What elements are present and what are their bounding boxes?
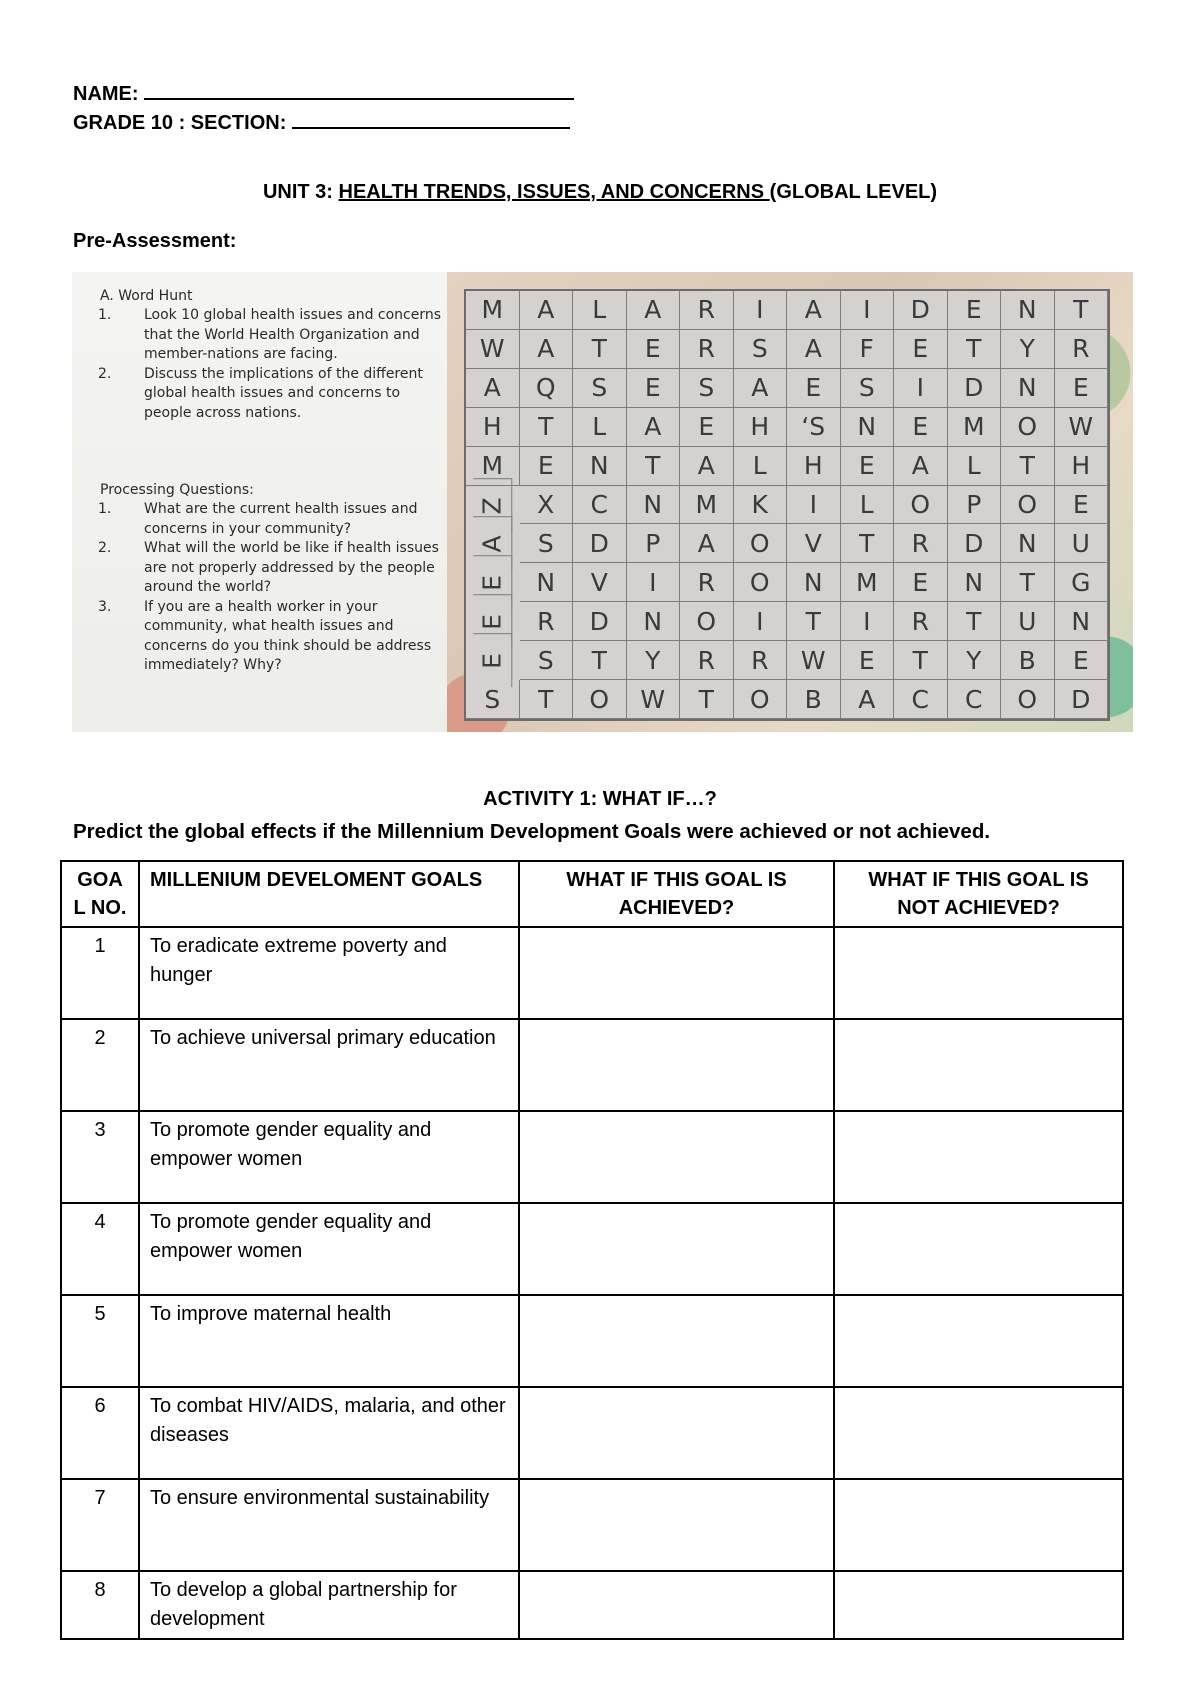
name-blank[interactable] xyxy=(144,78,574,100)
grid-letter: Y xyxy=(1001,330,1055,369)
grid-letter: A xyxy=(680,524,734,563)
col-goal: MILLENIUM DEVELOMENT GOALS xyxy=(139,861,519,927)
name-line xyxy=(73,78,574,106)
grid-letter: A xyxy=(520,330,574,369)
word-hunt-item: 1. Look 10 global health issues and concerns that the World Health Organization and member-nations are facing. xyxy=(98,307,442,362)
grid-letter: R xyxy=(734,641,788,680)
grid-letter: K xyxy=(734,486,788,525)
grid-letter: E xyxy=(894,408,948,447)
grid-letter: R xyxy=(680,291,734,330)
grid-letter: D xyxy=(573,524,627,563)
grid-letter: D xyxy=(573,602,627,641)
pre-assessment-title: Pre-Assessment: xyxy=(73,230,237,252)
grid-letter: A xyxy=(787,330,841,369)
grid-letter: V xyxy=(787,524,841,563)
grid-letter: B xyxy=(787,680,841,719)
processing-item: 3. If you are a health worker in your community, what health issues and concerns do you think should be address immediately? Why? xyxy=(98,598,432,673)
grid-letter: E xyxy=(894,563,948,602)
processing-heading: Processing Questions: xyxy=(100,482,254,498)
grid-letter: ‘S xyxy=(787,408,841,447)
grid-letter: P xyxy=(948,486,1002,525)
grid-letter: O xyxy=(894,486,948,525)
goal-number-cell: 7 xyxy=(61,1479,139,1571)
grid-letter: T xyxy=(1055,291,1109,330)
grid-letter: L xyxy=(948,447,1002,486)
goal-text-cell: To combat HIV/AIDS, malaria, and other diseases xyxy=(139,1387,519,1479)
achieved-answer-cell[interactable] xyxy=(519,1295,834,1387)
grid-letter: S xyxy=(734,330,788,369)
grid-letter: S xyxy=(520,641,574,680)
grid-letter: E xyxy=(841,447,895,486)
grid-letter: S xyxy=(841,369,895,408)
col-achieved: WHAT IF THIS GOAL IS ACHIEVED? xyxy=(519,861,834,927)
word-hunt-heading: A. Word Hunt xyxy=(100,288,193,304)
grid-letter: N xyxy=(787,563,841,602)
achieved-answer-cell[interactable] xyxy=(519,1387,834,1479)
grid-letter: T xyxy=(573,641,627,680)
grid-letter: R xyxy=(894,524,948,563)
grid-letter: E xyxy=(1055,369,1109,408)
grid-letter: N xyxy=(948,563,1002,602)
grid-letter: A xyxy=(627,408,681,447)
goal-text-cell: To promote gender equality and empower women xyxy=(139,1203,519,1295)
unit-title xyxy=(0,181,1200,204)
grid-letter: N xyxy=(1001,369,1055,408)
grid-letter: T xyxy=(627,447,681,486)
grid-letter: R xyxy=(894,602,948,641)
grid-letter: U xyxy=(1055,524,1109,563)
grid-letter: E xyxy=(627,330,681,369)
grid-letter: I xyxy=(734,291,788,330)
goal-number-cell: 1 xyxy=(61,927,139,1019)
grid-letter: R xyxy=(520,602,574,641)
grid-letter: E xyxy=(1055,486,1109,525)
grid-letter: Z xyxy=(473,478,512,532)
grid-letter: C xyxy=(948,680,1002,719)
grid-letter: G xyxy=(1055,563,1109,602)
grid-letter: N xyxy=(573,447,627,486)
mdg-table xyxy=(60,860,1124,1640)
grade-section-label: GRADE 10 : SECTION: xyxy=(73,112,287,134)
grid-letter: Q xyxy=(520,369,574,408)
grid-letter: O xyxy=(734,680,788,719)
grid-letter: L xyxy=(734,447,788,486)
grid-letter: A xyxy=(473,517,512,571)
table-row xyxy=(61,927,1123,1019)
grid-letter: A xyxy=(841,680,895,719)
not-achieved-answer-cell[interactable] xyxy=(834,1203,1123,1295)
grid-letter: D xyxy=(1055,680,1109,719)
processing-item: 1. What are the current health issues and concerns in your community? xyxy=(98,501,418,537)
grid-letter: T xyxy=(894,641,948,680)
grid-letter: A xyxy=(734,369,788,408)
not-achieved-answer-cell[interactable] xyxy=(834,1295,1123,1387)
grid-letter: A xyxy=(627,291,681,330)
achieved-answer-cell[interactable] xyxy=(519,1571,834,1639)
grid-letter: M xyxy=(841,563,895,602)
grid-letter: T xyxy=(573,330,627,369)
grid-letter: N xyxy=(627,486,681,525)
grid-letter: E xyxy=(473,634,512,688)
word-hunt-grid xyxy=(464,289,1110,721)
table-row xyxy=(61,1387,1123,1479)
grid-letter: S xyxy=(680,369,734,408)
grid-letter: H xyxy=(734,408,788,447)
goal-number-cell: 8 xyxy=(61,1571,139,1639)
grid-letter: O xyxy=(1001,486,1055,525)
word-hunt-photo xyxy=(447,272,1133,732)
table-row xyxy=(61,1203,1123,1295)
grid-letter: I xyxy=(787,486,841,525)
grid-letter: N xyxy=(1055,602,1109,641)
grid-letter: E xyxy=(1055,641,1109,680)
grid-letter: S xyxy=(520,524,574,563)
grid-letter: T xyxy=(787,602,841,641)
unit-topic: HEALTH TRENDS, ISSUES, AND CONCERNS xyxy=(338,181,770,203)
grid-letter: U xyxy=(1001,602,1055,641)
goal-number-cell: 2 xyxy=(61,1019,139,1111)
word-hunt-instructions xyxy=(72,272,447,732)
achieved-answer-cell[interactable] xyxy=(519,927,834,1019)
grid-letter: O xyxy=(1001,408,1055,447)
achieved-answer-cell[interactable] xyxy=(519,1111,834,1203)
grid-letter: T xyxy=(520,680,574,719)
grid-letter: Y xyxy=(948,641,1002,680)
grid-letter: W xyxy=(627,680,681,719)
grid-letter: I xyxy=(841,291,895,330)
grid-letter: O xyxy=(734,524,788,563)
col-not-achieved: WHAT IF THIS GOAL IS NOT ACHIEVED? xyxy=(834,861,1123,927)
grid-letter: D xyxy=(894,291,948,330)
grid-letter: B xyxy=(1001,641,1055,680)
grid-letter: L xyxy=(573,291,627,330)
grid-letter: M xyxy=(948,408,1002,447)
goal-text-cell: To develop a global partnership for development xyxy=(139,1571,519,1639)
achieved-answer-cell[interactable] xyxy=(519,1019,834,1111)
grid-letter: F xyxy=(841,330,895,369)
grid-letter: D xyxy=(948,524,1002,563)
grid-letter: R xyxy=(680,563,734,602)
grid-letter: L xyxy=(573,408,627,447)
grid-letter: N xyxy=(627,602,681,641)
grid-letter: T xyxy=(948,330,1002,369)
grid-letter: T xyxy=(948,602,1002,641)
grid-letter: E xyxy=(627,369,681,408)
not-achieved-answer-cell[interactable] xyxy=(834,1111,1123,1203)
grid-letter: H xyxy=(466,408,520,447)
grid-letter: Y xyxy=(627,641,681,680)
table-body xyxy=(61,927,1123,1639)
grid-letter: D xyxy=(948,369,1002,408)
grid-letter: I xyxy=(894,369,948,408)
grid-letter: I xyxy=(841,602,895,641)
achieved-answer-cell[interactable] xyxy=(519,1203,834,1295)
grid-letter: E xyxy=(787,369,841,408)
grid-letter: E xyxy=(894,330,948,369)
grid-letter: H xyxy=(787,447,841,486)
grid-letter: I xyxy=(734,602,788,641)
goal-text-cell: To eradicate extreme poverty and hunger xyxy=(139,927,519,1019)
grid-letter: E xyxy=(841,641,895,680)
grid-letter: S xyxy=(573,369,627,408)
activity-instruction: Predict the global effects if the Millennium Development Goals were achieved or not achieved. xyxy=(73,820,991,843)
grid-letter: V xyxy=(573,563,627,602)
grid-letter: O xyxy=(573,680,627,719)
grid-letter: C xyxy=(894,680,948,719)
grid-letter: A xyxy=(894,447,948,486)
table-row xyxy=(61,1295,1123,1387)
unit-prefix: UNIT 3: xyxy=(262,181,333,203)
grid-letter: C xyxy=(573,486,627,525)
goal-text-cell: To promote gender equality and empower women xyxy=(139,1111,519,1203)
achieved-answer-cell[interactable] xyxy=(519,1479,834,1571)
table-row xyxy=(61,1479,1123,1571)
grid-letter: R xyxy=(1055,330,1109,369)
grid-letter: W xyxy=(1055,408,1109,447)
table-row xyxy=(61,1571,1123,1639)
grid-letter: E xyxy=(948,291,1002,330)
name-label: NAME: xyxy=(73,83,139,105)
grid-letter: O xyxy=(1001,680,1055,719)
grid-letter: A xyxy=(466,369,520,408)
grid-letter: R xyxy=(680,330,734,369)
activity-title: ACTIVITY 1: WHAT IF…? xyxy=(483,788,717,810)
table-row xyxy=(61,1019,1123,1111)
goal-text-cell: To improve maternal health xyxy=(139,1295,519,1387)
goal-number-cell: 5 xyxy=(61,1295,139,1387)
grid-letter: P xyxy=(627,524,681,563)
goal-number-cell: 4 xyxy=(61,1203,139,1295)
grid-letter: W xyxy=(787,641,841,680)
grid-letter: R xyxy=(680,641,734,680)
grade-section-line xyxy=(73,107,570,135)
grid-letter: T xyxy=(1001,447,1055,486)
not-achieved-answer-cell[interactable] xyxy=(834,1571,1123,1639)
grid-letter: W xyxy=(466,330,520,369)
processing-list xyxy=(98,500,448,676)
table-header-row xyxy=(61,861,1123,927)
grid-letter: X xyxy=(520,486,574,525)
goal-text-cell: To achieve universal primary education xyxy=(139,1019,519,1111)
grid-letter: N xyxy=(841,408,895,447)
grid-letter: M xyxy=(466,291,520,330)
grid-letter: H xyxy=(1055,447,1109,486)
grid-letter: E xyxy=(680,408,734,447)
goal-number-cell: 3 xyxy=(61,1111,139,1203)
not-achieved-answer-cell[interactable] xyxy=(834,1019,1123,1111)
grid-letter: E xyxy=(473,595,512,649)
grid-letter: A xyxy=(787,291,841,330)
grid-letter: M xyxy=(680,486,734,525)
grid-letter: N xyxy=(1001,524,1055,563)
grid-letter: M xyxy=(466,447,520,486)
grid-letter: I xyxy=(627,563,681,602)
grid-letter: T xyxy=(841,524,895,563)
grid-letter: O xyxy=(734,563,788,602)
grid-letter: N xyxy=(1001,291,1055,330)
grid-letter: N xyxy=(520,563,574,602)
goal-number-cell: 6 xyxy=(61,1387,139,1479)
grid-letter: T xyxy=(520,408,574,447)
processing-item: 2. What will the world be like if health issues are not properly addressed by the people around the world? xyxy=(98,540,439,595)
grid-letter: L xyxy=(841,486,895,525)
unit-suffix: (GLOBAL LEVEL) xyxy=(769,181,938,203)
grid-letter: O xyxy=(680,602,734,641)
grid-letter: S xyxy=(466,680,520,719)
grid-letter: E xyxy=(520,447,574,486)
grid-letter: E xyxy=(473,556,512,610)
table-row xyxy=(61,1111,1123,1203)
col-goal-no: GOA L NO. xyxy=(61,861,139,927)
section-blank[interactable] xyxy=(292,107,570,129)
goal-text-cell: To ensure environmental sustainability xyxy=(139,1479,519,1571)
grid-letter: A xyxy=(680,447,734,486)
not-achieved-answer-cell[interactable] xyxy=(834,1479,1123,1571)
grid-letter: T xyxy=(680,680,734,719)
word-hunt-item: 2. Discuss the implications of the different global health issues and concerns to people across nations. xyxy=(98,365,423,421)
grid-letter: T xyxy=(1001,563,1055,602)
grid-letter: A xyxy=(520,291,574,330)
not-achieved-answer-cell[interactable] xyxy=(834,1387,1123,1479)
not-achieved-answer-cell[interactable] xyxy=(834,927,1123,1019)
word-hunt-list xyxy=(98,306,448,423)
